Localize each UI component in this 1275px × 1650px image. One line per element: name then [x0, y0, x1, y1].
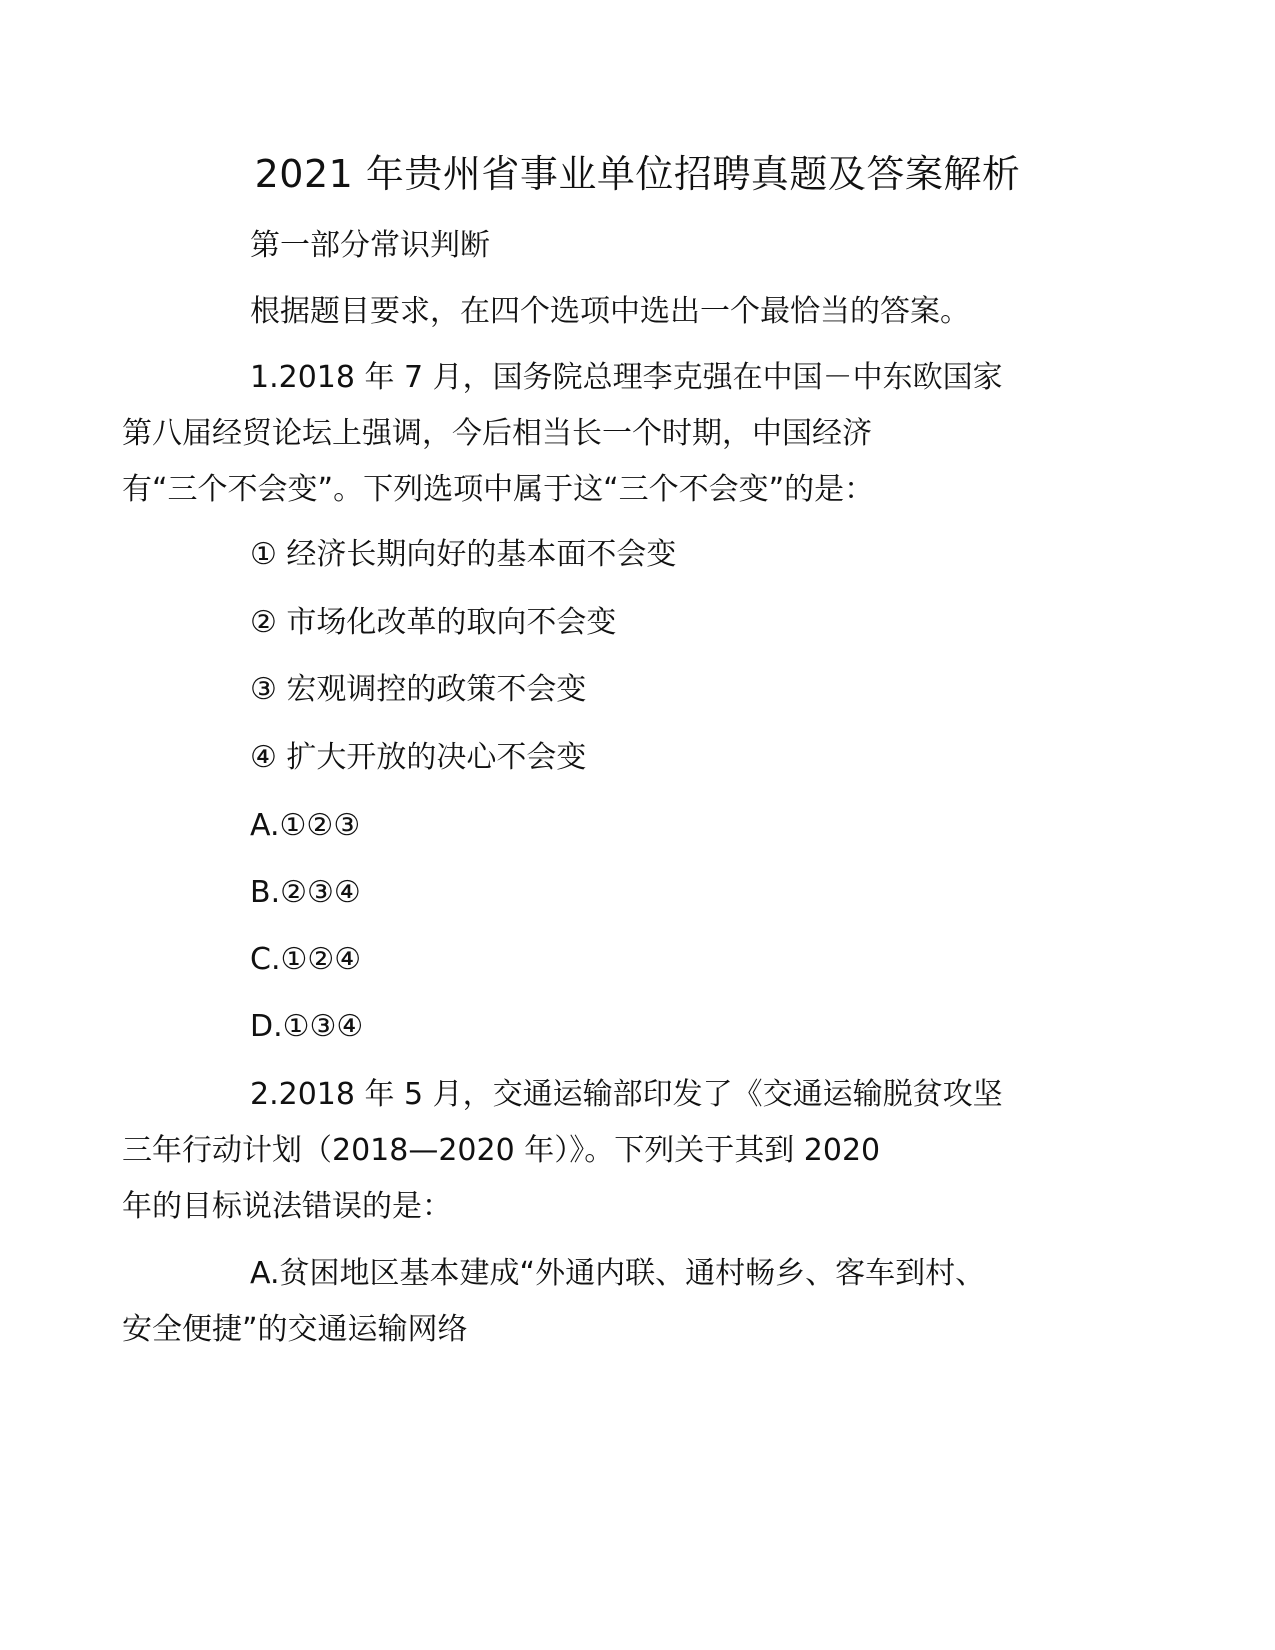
instruction-text: 根据题目要求，在四个选项中选出一个最恰当的答案。	[250, 294, 970, 329]
document-title: 2021 年贵州省事业单位招聘真题及答案解析	[254, 152, 1021, 196]
question-1-option-d: D.①③④	[250, 1009, 364, 1044]
question-1-option-c: C.①②④	[250, 942, 362, 977]
question-1-option-a: A.①②③	[250, 808, 361, 843]
question-2-line: 2.2018 年 5 月，交通运输部印发了《交通运输脱贫攻坚	[250, 1077, 1003, 1112]
question-1-statement: ③ 宏观调控的政策不会变	[250, 672, 587, 707]
question-2-option-a-line: 安全便捷”的交通运输网络	[122, 1312, 468, 1347]
question-2-line: 三年行动计划（2018—2020 年）》。下列关于其到 2020	[122, 1133, 881, 1168]
question-1-line: 第八届经贸论坛上强调，今后相当长一个时期，中国经济	[122, 416, 872, 451]
question-1-statement: ④ 扩大开放的决心不会变	[250, 740, 587, 775]
question-2-line: 年的目标说法错误的是：	[122, 1189, 452, 1224]
question-1-statement: ① 经济长期向好的基本面不会变	[250, 537, 677, 572]
question-1-line: 1.2018 年 7 月，国务院总理李克强在中国－中东欧国家	[250, 360, 1003, 395]
question-2-option-a-line: A.贫困地区基本建成“外通内联、通村畅乡、客车到村、	[250, 1256, 986, 1291]
question-1-stem	[122, 350, 1086, 518]
question-2-stem	[122, 1067, 1086, 1235]
question-1-line: 有“三个不会变”。下列选项中属于这“三个不会变”的是：	[122, 472, 875, 507]
question-2-option-a	[122, 1246, 1086, 1358]
question-1-option-b: B.②③④	[250, 875, 361, 910]
question-1-statement: ② 市场化改革的取向不会变	[250, 605, 617, 640]
section-heading: 第一部分常识判断	[250, 228, 490, 263]
